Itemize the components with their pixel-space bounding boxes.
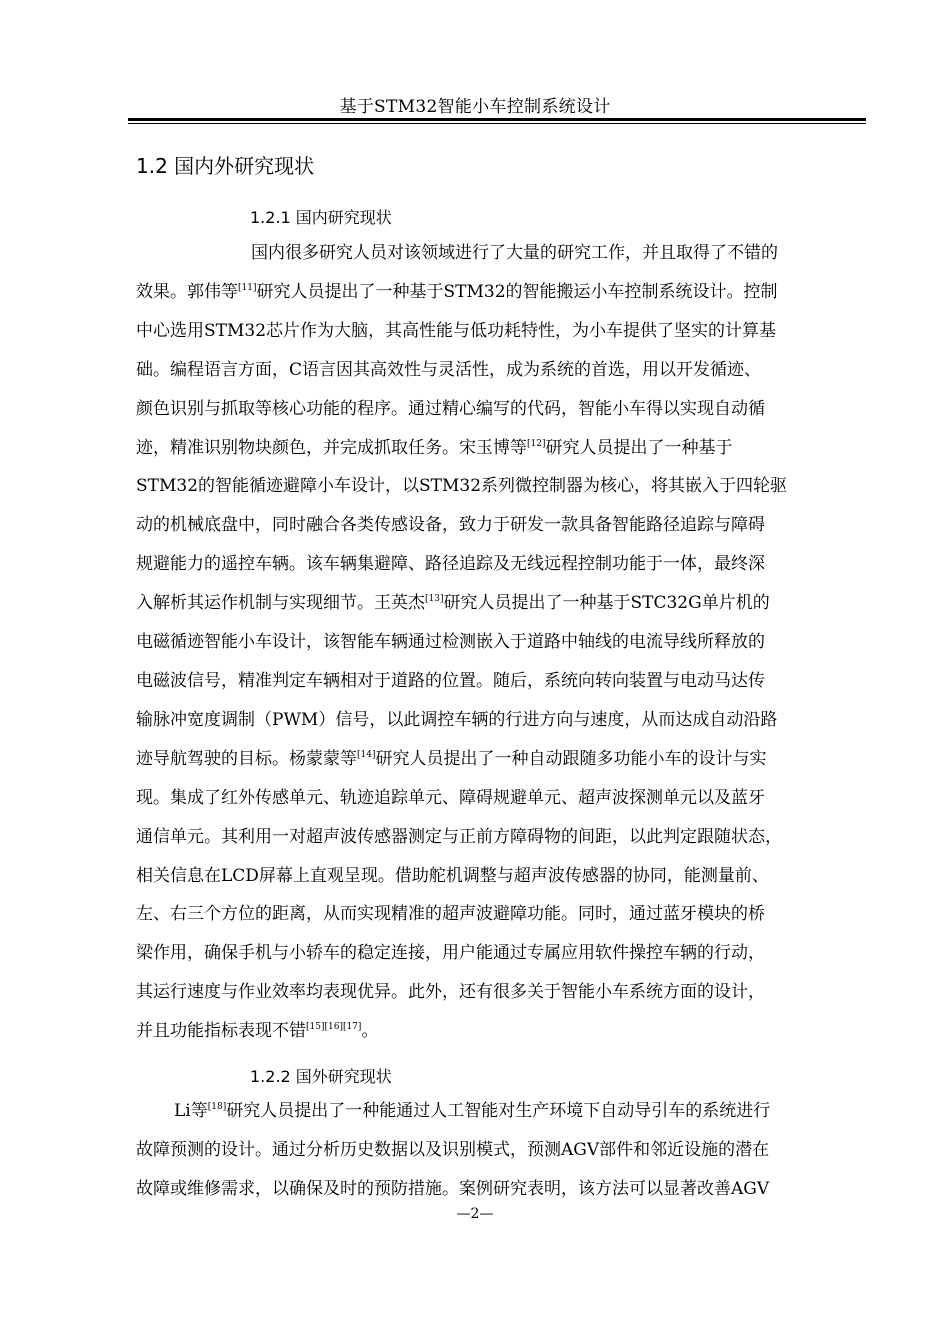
paragraph-line: 效果。郭伟等[11]研究人员提出了一种基于STM32的智能搬运小车控制系统设计。控制 <box>136 281 778 302</box>
citation-ref: [11] <box>238 282 257 293</box>
paragraph-line: 动的机械底盘中，同时融合各类传感设备，致力于研发一款具备智能路径追踪与障碍 <box>136 515 765 536</box>
paragraph-line: STM32的智能循迹避障小车设计，以STM32系列微控制器为核心，将其嵌入于四轮驱 <box>136 476 788 497</box>
paragraph-line: 电磁循迹智能小车设计，该智能车辆通过检测嵌入于道路中轴线的电流导线所释放的 <box>136 632 765 653</box>
paragraph-line: 通信单元。其利用一对超声波传感器测定与正前方障碍物的间距，以此判定跟随状态， <box>136 826 782 847</box>
paragraph-line: 左、右三个方位的距离，从而实现精准的超声波避障功能。同时，通过蓝牙模块的桥 <box>136 904 765 925</box>
header-rule-thin <box>128 123 866 124</box>
citation-ref: [13] <box>425 594 444 605</box>
citation-ref: [12] <box>527 438 546 449</box>
section-heading: 1.2 国内外研究现状 <box>136 154 315 178</box>
paragraph-line: 中心选用STM32芯片作为大脑，其高性能与低功耗特性，为小车提供了坚实的计算基 <box>136 320 777 341</box>
paragraph-line: 故障预测的设计。通过分析历史数据以及识别模式，预测AGV部件和邻近设施的潜在 <box>136 1139 770 1160</box>
paragraph-line: 故障或维修需求，以确保及时的预防措施。案例研究表明，该方法可以显著改善AGV <box>136 1178 770 1199</box>
paragraph-line: 规避能力的遥控车辆。该车辆集避障、路径追踪及无线远程控制功能于一体，最终深 <box>136 554 765 575</box>
paragraph-line: 颜色识别与抓取等核心功能的程序。通过精心编写的代码，智能小车得以实现自动循 <box>136 398 765 419</box>
paragraph-line: Li等[18]研究人员提出了一种能通过人工智能对生产环境下自动导引车的系统进行 <box>174 1101 771 1121</box>
paragraph-line: 迹，精准识别物块颜色，并完成抓取任务。宋玉博等[12]研究人员提出了一种基于 <box>136 437 733 458</box>
paragraph-line: 并且功能指标表现不错[15][16][17]。 <box>136 1021 379 1042</box>
running-header: 基于STM32智能小车控制系统设计 <box>339 97 611 117</box>
paragraph-foreign <box>136 1092 868 1209</box>
citation-ref: [15][16][17] <box>306 1022 362 1033</box>
paragraph-line: 电磁波信号，精准判定车辆相对于道路的位置。随后，系统向转向装置与电动马达传 <box>136 670 765 691</box>
paragraph-line: 入解析其运作机制与实现细节。王英杰[13]研究人员提出了一种基于STC32G单片机的 <box>136 593 770 614</box>
paragraph-line: 国内很多研究人员对该领域进行了大量的研究工作，并且取得了不错的 <box>251 243 778 263</box>
paragraph-line: 础。编程语言方面，C语言因其高效性与灵活性，成为系统的首选，用以开发循迹、 <box>136 359 762 380</box>
paragraph-domestic <box>136 234 868 1051</box>
paragraph-line: 输脉冲宽度调制（PWM）信号，以此调控车辆的行进方向与速度，从而达成自动沿路 <box>136 709 778 730</box>
citation-ref: [14] <box>357 749 376 760</box>
paragraph-line: 迹导航驾驶的目标。杨蒙蒙等[14]研究人员提出了一种自动跟随多功能小车的设计与实 <box>136 748 767 769</box>
page-number: —2— <box>456 1206 494 1222</box>
subsection-heading-foreign: 1.2.2 国外研究现状 <box>250 1067 392 1086</box>
header-rule-thick <box>128 118 866 121</box>
paragraph-line: 梁作用，确保手机与小轿车的稳定连接，用户能通过专属应用软件操控车辆的行动， <box>136 943 765 964</box>
citation-ref: [18] <box>207 1102 227 1112</box>
paragraph-line: 现。集成了红外传感单元、轨迹追踪单元、障碍规避单元、超声波探测单元以及蓝牙 <box>136 787 765 808</box>
paragraph-line: 相关信息在LCD屏幕上直观呈现。借助舵机调整与超声波传感器的协同，能测量前、 <box>136 865 769 886</box>
subsection-heading-domestic: 1.2.1 国内研究现状 <box>250 208 392 227</box>
paragraph-line: 其运行速度与作业效率均表现优异。此外，还有很多关于智能小车系统方面的设计， <box>136 982 765 1003</box>
